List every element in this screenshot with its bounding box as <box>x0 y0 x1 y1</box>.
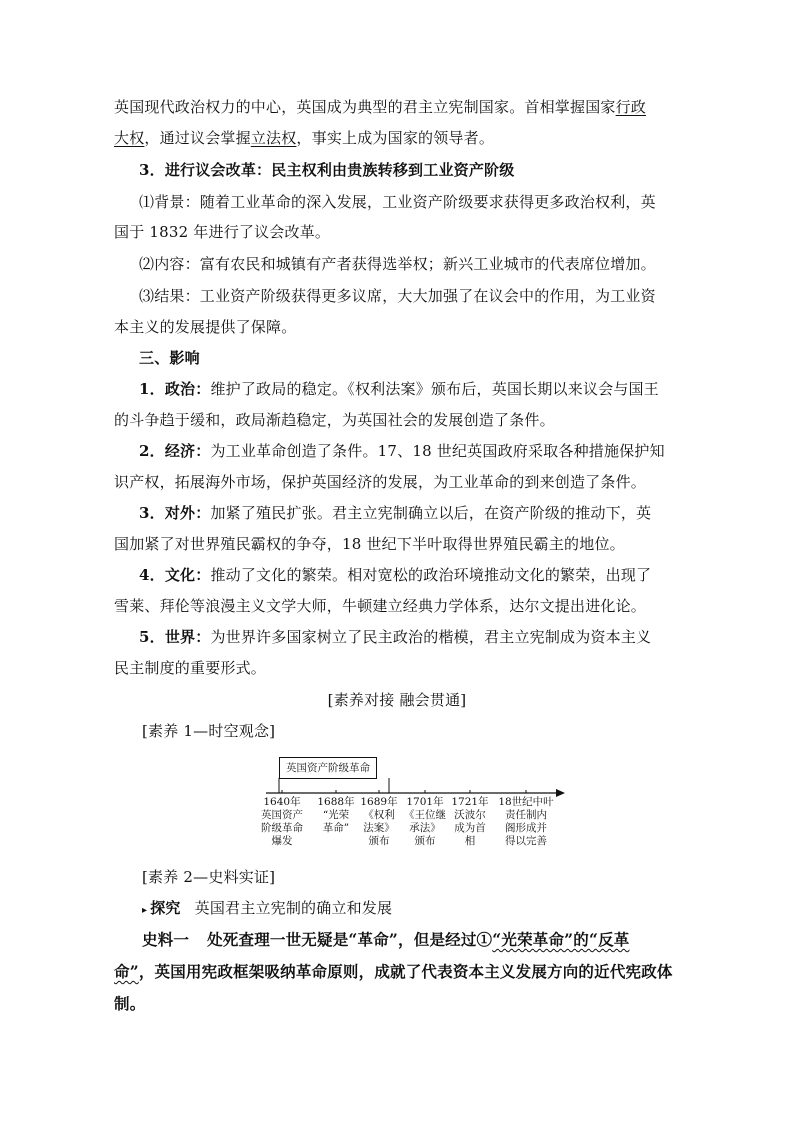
timeline-event-text: 得以完善 <box>505 835 547 847</box>
source-line <box>114 962 673 982</box>
timeline-event-text: 阁形成并 <box>505 822 547 834</box>
timeline-event-text: 沃波尔 <box>454 809 486 821</box>
triangle-bullet-icon: ▸ <box>142 905 148 916</box>
text-span: ，通过议会掌握 <box>144 129 251 147</box>
wavy-underlined-term: “光荣革命”的“反革 <box>492 930 630 949</box>
literacy-heading-2: [素养 2—史料实证] <box>142 868 276 886</box>
timeline-event-text: 责任制内 <box>505 809 547 821</box>
impact-label: 1．政治： <box>139 380 211 398</box>
impact-line: 国加紧了对世界殖民霸权的争夺，18 世纪下半叶取得世界殖民霸主的地位。 <box>114 535 625 553</box>
reform-result-line: ⑶结果：工业资产阶级获得更多议席，大大加强了在议会中的作用，为工业资 <box>139 287 656 305</box>
timeline-event <box>440 796 500 848</box>
timeline-event-text: “光荣 <box>322 809 350 821</box>
underlined-term: 立法权 <box>250 129 297 147</box>
reform-background-line: 国于 1832 年进行了议会改革。 <box>114 223 331 241</box>
source-label: 史料一 <box>142 930 190 949</box>
underlined-term: 行政 <box>615 98 647 116</box>
source-line: 制。 <box>114 994 146 1013</box>
timeline-event <box>496 796 556 848</box>
timeline-event-text: 法案》 <box>363 822 395 834</box>
timeline-event-text: 《王位继 <box>404 809 446 821</box>
explore-label: 探究 <box>150 899 181 917</box>
timeline-bracket-label: 英国资产阶级革命 <box>279 757 377 779</box>
impact-line: 雪莱、拜伦等浪漫主义文学大师，牛顿建立经典力学体系，达尔文提出进化论。 <box>114 597 647 615</box>
reform-background-line: ⑴背景：随着工业革命的深入发展，工业资产阶级要求获得更多政治权利，英 <box>139 193 656 211</box>
timeline-event-text: 阶级革命 <box>261 822 303 834</box>
timeline-event <box>252 796 312 848</box>
timeline-event-text: 爆发 <box>271 835 293 847</box>
impact-line: 的斗争趋于缓和，政局渐趋稳定，为英国社会的发展创造了条件。 <box>114 411 555 429</box>
timeline-event-date: 18世纪中叶 <box>498 796 554 808</box>
timeline-event-text: 革命” <box>322 822 350 834</box>
text-span: 为工业革命创造了条件。17、18 世纪英国政府采取各种措施保护知 <box>210 442 665 460</box>
timeline-event-text: 颁布 <box>368 835 390 847</box>
text-span: 加紧了殖民扩张。君主立宪制确立以后，在资产阶级的推动下，英 <box>210 504 652 522</box>
timeline-event-date: 1689年 <box>360 796 398 808</box>
text-span: 处死查理一世无疑是“革命”，但是经过① <box>207 930 493 949</box>
text-span: ，英国用宪政框架吸纳革命原则，成就了代表资本主义发展方向的近代宪政体 <box>138 962 673 981</box>
timeline-event-date: 1688年 <box>317 796 355 808</box>
timeline-event-text: 成为首 <box>454 822 486 834</box>
impact-heading: 三、影响 <box>139 349 200 367</box>
impact-line: 识产权，拓展海外市场，保护英国经济的发展，为工业革命的到来创造了条件。 <box>114 473 647 491</box>
timeline-event-text: 承法》 <box>409 822 441 834</box>
wavy-underlined-term: 命” <box>114 962 139 981</box>
explore-line <box>142 898 392 921</box>
timeline-event-date: 1701年 <box>406 796 444 808</box>
text-span: 维护了政局的稳定。《权利法案》颁布后，英国长期以来议会与国王 <box>210 380 659 398</box>
reform-result-line: 本主义的发展提供了保障。 <box>114 318 297 336</box>
timeline-arrow-head <box>556 789 565 797</box>
timeline-event-text: 《权利 <box>363 809 395 821</box>
section-title: [素养对接 融会贯通] <box>327 691 467 709</box>
text-span: 推动了文化的繁荣。相对宽松的政治环境推动文化的繁荣，出现了 <box>210 566 652 584</box>
timeline-event-text: 相 <box>464 835 476 847</box>
text-span: ，事实上成为国家的领导者。 <box>296 129 495 147</box>
text-span: 英国现代政治权力的中心，英国成为典型的君主立宪制国家。首相掌握国家 <box>114 98 616 116</box>
underlined-term: 大权 <box>114 129 145 147</box>
impact-label: 4．文化： <box>139 566 211 584</box>
source-line <box>142 930 630 950</box>
timeline-event-date: 1640年 <box>263 796 301 808</box>
timeline-event-text: 颁布 <box>414 835 436 847</box>
timeline-event-text: 英国资产 <box>261 809 303 821</box>
impact-label: 2．经济： <box>139 442 211 460</box>
impact-line: 民主制度的重要形式。 <box>114 659 267 677</box>
text-span: 为世界许多国家树立了民主政治的楷模，君主立宪制成为资本主义 <box>210 628 652 646</box>
explore-title: 英国君主立宪制的确立和发展 <box>194 899 393 917</box>
reform-heading: 3．进行议会改革：民主权利由贵族转移到工业资产阶级 <box>139 161 515 179</box>
impact-label: 3．对外： <box>139 504 211 522</box>
timeline-event-date: 1721年 <box>451 796 489 808</box>
literacy-heading-1: [素养 1—时空观念] <box>142 722 276 740</box>
reform-content-line: ⑵内容：富有农民和城镇有产者获得选举权；新兴工业城市的代表席位增加。 <box>139 255 656 273</box>
impact-label: 5．世界： <box>139 628 211 646</box>
